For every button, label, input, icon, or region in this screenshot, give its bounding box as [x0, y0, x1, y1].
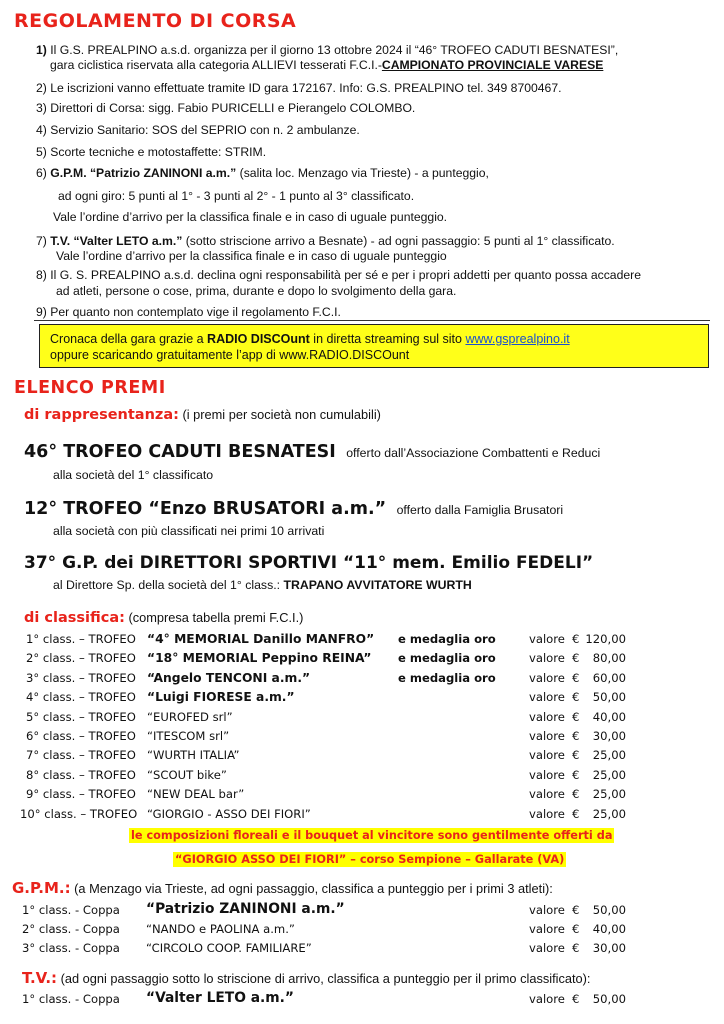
classifica-trophy-name: “WURTH ITALIA” — [147, 748, 240, 763]
classifica-position: 2° class. – TROFEO — [26, 651, 136, 666]
classifica-currency: € — [572, 690, 580, 705]
classifica-label: di classifica: — [24, 610, 125, 626]
rule-6-number: 6) — [36, 166, 47, 180]
rule-7-tv: T.V. “Valter LETO a.m.” — [50, 234, 183, 248]
trophy-2-title: 12° TROFEO “Enzo BRUSATORI a.m.” — [24, 499, 387, 519]
gpm-position: 1° class. - Coppa — [22, 903, 120, 917]
classifica-amount: 50,00 — [592, 690, 626, 705]
classifica-position: 4° class. – TROFEO — [26, 690, 136, 705]
rule-3: 3) Direttori di Corsa: sigg. Fabio PURICELLI e Pierangelo COLOMBO. — [36, 101, 416, 115]
classifica-trophy-name: “ITESCOM srl” — [147, 729, 230, 743]
rule-6-gpm: G.P.M. “Patrizio ZANINONI a.m.” — [50, 166, 237, 180]
trophy-1-title: 46° TROFEO CADUTI BESNATESI — [24, 442, 336, 462]
rule-8-line-2: ad atleti, persone o cose, prima, durante e dopo lo svolgimento della gara. — [56, 284, 457, 298]
classifica-trophy-name: “Luigi FIORESE a.m.” — [147, 690, 295, 705]
gpm-position: 3° class. - Coppa — [22, 941, 120, 955]
tv-amount: 50,00 — [592, 992, 626, 1006]
radio-brand: RADIO DISCOunt — [207, 332, 310, 346]
classifica-trophy-name: “18° MEMORIAL Peppino REINA” — [147, 651, 372, 666]
radio-text-b: in diretta streaming sul sito — [309, 332, 466, 346]
classifica-amount: 120,00 — [585, 632, 626, 646]
classifica-note: (compresa tabella premi F.C.I.) — [124, 610, 304, 625]
classifica-value-label: valore — [529, 806, 565, 821]
trophy-3-sub-text: al Direttore Sp. della società del 1° class.: — [53, 578, 284, 592]
classifica-amount: 25,00 — [592, 806, 626, 821]
trophy-3 — [24, 553, 593, 573]
website-link[interactable]: www.gsprealpino.it — [465, 332, 570, 346]
rappresentanza-heading — [24, 406, 381, 423]
rule-1-text: Il G.S. PREALPINO a.s.d. organizza per il giorno 13 ottobre 2024 il “46° TROFEO CADUTI BESNATESI”, — [50, 43, 619, 57]
regolamento-title: REGOLAMENTO DI CORSA — [14, 10, 297, 32]
trophy-3-title: 37° G.P. dei DIRETTORI SPORTIVI “11° mem. Emilio FEDELI” — [24, 553, 594, 573]
gpm-value-label: valore — [529, 941, 565, 955]
radio-text-a: Cronaca della gara grazie a — [50, 332, 208, 346]
rappresentanza-label: di rappresentanza: — [24, 407, 179, 423]
classifica-trophy-name: “Angelo TENCONI a.m.” — [147, 670, 311, 685]
classifica-trophy-name: “SCOUT bike” — [147, 767, 227, 782]
classifica-position: 8° class. – TROFEO — [26, 767, 136, 782]
trophy-2-offer: offerto dalla Famiglia Brusatori — [396, 503, 564, 517]
tv-label: T.V.: — [22, 969, 58, 987]
tv-position: 1° class. - Coppa — [22, 992, 120, 1006]
gpm-label: G.P.M.: — [12, 879, 71, 897]
rule-1-line-2 — [50, 58, 603, 73]
trophy-3-prize: TRAPANO AVVITATORE WURTH — [283, 578, 472, 592]
gpm-heading — [12, 879, 553, 898]
classifica-currency: € — [572, 767, 580, 782]
classifica-trophy-name: “EUROFED srl” — [147, 709, 233, 724]
classifica-currency: € — [572, 651, 580, 666]
classifica-position: 5° class. – TROFEO — [26, 709, 136, 724]
classifica-value-label: valore — [529, 632, 565, 646]
classifica-currency: € — [572, 806, 580, 821]
trophy-3-sub — [53, 578, 472, 592]
tv-heading — [22, 969, 591, 988]
gpm-value-label: valore — [529, 922, 565, 936]
gpm-cup-name: “CIRCOLO COOP. FAMILIARE” — [146, 941, 312, 955]
rule-1-line-1 — [36, 43, 618, 58]
classifica-value-label: valore — [529, 767, 565, 782]
rule-7-line-2: Vale l’ordine d’arrivo per la classifica finale e in caso di uguale punteggio — [56, 249, 447, 263]
gpm-value-label: valore — [529, 903, 565, 917]
classifica-currency: € — [572, 632, 580, 646]
rule-8-line-1: 8) Il G. S. PREALPINO a.s.d. declina ogni responsabilità per sé e per i propri addetti per quanto possa accadere — [36, 268, 641, 282]
gpm-note: (a Menzago via Trieste, ad ogni passaggio, classifica a punteggio per i primi 3 atleti): — [70, 881, 553, 896]
rule-6-line-2: ad ogni giro: 5 punti al 1° - 3 punti al 2° - 1 punto al 3° classificato. — [58, 189, 415, 203]
classifica-amount: 25,00 — [592, 767, 626, 782]
classifica-trophy-name: “4° MEMORIAL Danillo MANFRO” — [147, 632, 375, 646]
rule-1-text-b: gara ciclistica riservata alla categoria ALLIEVI tesserati F.C.I.- — [50, 58, 382, 72]
floral-text-1: le composizioni floreali e il bouquet al vincitore sono gentilmente offerti da — [131, 829, 613, 842]
trophy-1 — [24, 442, 600, 462]
rule-4: 4) Servizio Sanitario: SOS del SEPRIO con n. 2 ambulanze. — [36, 123, 360, 137]
rule-7-line-1 — [36, 234, 615, 249]
tv-note: (ad ogni passaggio sotto lo striscione di arrivo, classifica a punteggio per il primo classificato): — [57, 971, 591, 986]
classifica-position: 10° class. – TROFEO — [20, 806, 138, 821]
rule-divider — [34, 320, 710, 321]
trophy-1-offer: offerto dall’Associazione Combattenti e Reduci — [346, 446, 601, 460]
rule-5: 5) Scorte tecniche e motostaffette: STRIM. — [36, 145, 267, 159]
classifica-trophy-name: “GIORGIO - ASSO DEI FIORI” — [147, 806, 311, 821]
gpm-cup-name: “Patrizio ZANINONI a.m.” — [146, 901, 345, 917]
gpm-amount: 50,00 — [592, 903, 626, 917]
classifica-amount: 25,00 — [592, 748, 626, 763]
classifica-medal: e medaglia oro — [398, 670, 496, 685]
classifica-position: 9° class. – TROFEO — [26, 787, 136, 802]
gpm-position: 2° class. - Coppa — [22, 922, 120, 936]
classifica-amount: 80,00 — [592, 651, 626, 666]
gpm-amount: 30,00 — [592, 941, 626, 955]
gpm-cup-name: “NANDO e PAOLINA a.m.” — [146, 922, 295, 936]
classifica-currency: € — [572, 729, 580, 743]
classifica-value-label: valore — [529, 729, 565, 743]
rule-6-line-1 — [36, 166, 489, 181]
rule-7-text: (sotto striscione arrivo a Besnate) - ad ogni passaggio: 5 punti al 1° classificato. — [182, 234, 615, 248]
classifica-amount: 25,00 — [592, 787, 626, 802]
classifica-amount: 60,00 — [592, 670, 626, 685]
classifica-position: 6° class. – TROFEO — [26, 729, 136, 743]
rule-6-text: (salita loc. Menzago via Trieste) - a punteggio, — [236, 166, 489, 180]
classifica-position: 3° class. – TROFEO — [26, 670, 136, 685]
classifica-value-label: valore — [529, 651, 565, 666]
classifica-heading — [24, 609, 303, 627]
classifica-position: 1° class. – TROFEO — [26, 632, 136, 646]
premi-title: ELENCO PREMI — [14, 378, 166, 398]
rule-6-line-3: Vale l’ordine d’arrivo per la classifica finale e in caso di uguale punteggio. — [53, 210, 448, 224]
trophy-1-sub: alla società del 1° classificato — [53, 468, 214, 482]
tv-cup-name: “Valter LETO a.m.” — [146, 990, 294, 1006]
rule-1-number: 1) — [36, 43, 47, 57]
classifica-value-label: valore — [529, 709, 565, 724]
classifica-position: 7° class. – TROFEO — [26, 748, 136, 763]
classifica-value-label: valore — [529, 670, 565, 685]
trophy-2-sub: alla società con più classificati nei primi 10 arrivati — [53, 524, 325, 538]
classifica-value-label: valore — [529, 690, 565, 705]
rule-1-championship: CAMPIONATO PROVINCIALE VARESE — [381, 58, 604, 72]
radio-line-1 — [50, 332, 570, 346]
trophy-2 — [24, 499, 563, 519]
classifica-trophy-name: “NEW DEAL bar” — [147, 787, 245, 802]
rappresentanza-note: (i premi per società non cumulabili) — [178, 407, 381, 422]
classifica-amount: 30,00 — [592, 729, 626, 743]
classifica-currency: € — [572, 709, 580, 724]
rule-7-number: 7) — [36, 234, 47, 248]
gpm-currency: € — [572, 922, 580, 936]
classifica-currency: € — [572, 748, 580, 763]
classifica-value-label: valore — [529, 787, 565, 802]
classifica-currency: € — [572, 787, 580, 802]
floral-line-2 — [173, 850, 566, 868]
gpm-currency: € — [572, 941, 580, 955]
tv-value-label: valore — [529, 992, 565, 1006]
gpm-amount: 40,00 — [592, 922, 626, 936]
gpm-currency: € — [572, 903, 580, 917]
classifica-amount: 40,00 — [592, 709, 626, 724]
rule-9: 9) Per quanto non contemplato vige il regolamento F.C.I. — [36, 305, 341, 319]
classifica-medal: e medaglia oro — [398, 651, 496, 666]
classifica-value-label: valore — [529, 748, 565, 763]
rule-2: 2) Le iscrizioni vanno effettuate tramite ID gara 172167. Info: G.S. PREALPINO tel. 349 8700467. — [36, 81, 562, 95]
floral-line-1 — [129, 826, 614, 844]
radio-line-2: oppure scaricando gratuitamente l’app di www.RADIO.DISCOunt — [50, 348, 410, 362]
tv-currency: € — [572, 992, 580, 1006]
classifica-medal: e medaglia oro — [398, 632, 496, 646]
radio-notice-box — [39, 324, 709, 368]
classifica-currency: € — [572, 670, 580, 685]
floral-text-2: “GIORGIO ASSO DEI FIORI” – corso Sempione – Gallarate (VA) — [175, 853, 565, 866]
